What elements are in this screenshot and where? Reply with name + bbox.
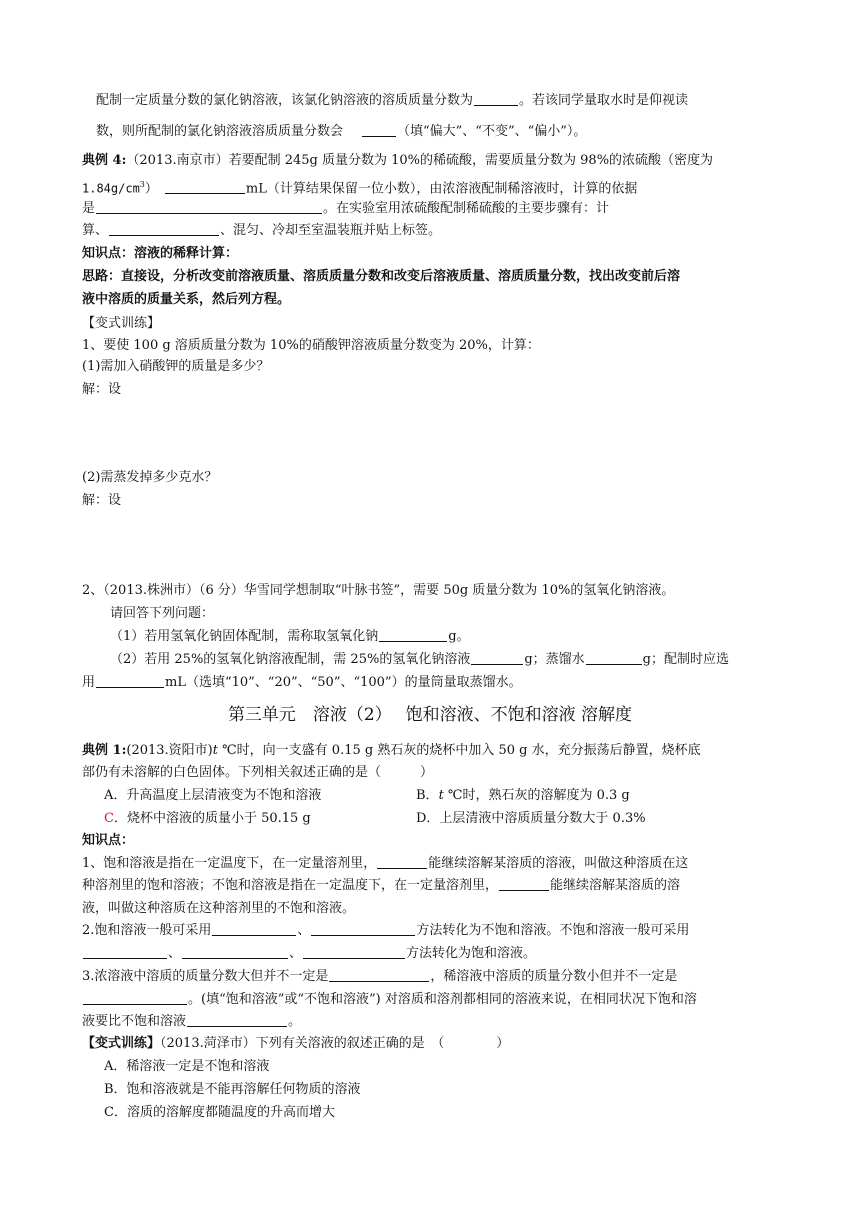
text-line: [82, 222, 441, 240]
text: t: [438, 788, 444, 803]
option-b: B．饱和溶液就是不能再溶解任何物质的溶液: [104, 1082, 361, 1097]
text: 方法转化为不饱和溶液。不饱和溶液一般可采用: [416, 923, 690, 938]
fill-blank: [586, 651, 642, 665]
solution-label: 解：设: [82, 493, 122, 508]
text: 种溶剂里的饱和溶液；不饱和溶液是指在一定温度下，在一定量溶剂里，: [82, 878, 499, 893]
option-c: [104, 810, 311, 828]
option-d: D．上层清液中溶质质量分数大于 0.3%: [416, 811, 646, 826]
text: 方法转化为饱和溶液。: [406, 946, 537, 961]
text: 3.浓溶液中溶质的质量分数大但并不一定是: [82, 969, 329, 984]
fill-blank: [474, 92, 518, 106]
fill-blank: [379, 628, 447, 642]
text: mL（计算结果保留一位小数），由浓溶液配制稀溶液时，计算的依据: [245, 181, 638, 197]
question-2: 2、（2013.株洲市）（6 分）华雪同学想制取“叶脉书签”，需要 50g 质量分数为 10%的氢氧化钠溶液。: [82, 583, 675, 598]
text: 是: [82, 201, 96, 216]
text: 1、饱和溶液是指在一定温度下，在一定量溶剂里，: [82, 856, 377, 871]
superscript: 3: [139, 180, 145, 189]
text: 算、: [82, 223, 109, 238]
example-4-line: [82, 152, 713, 170]
text: （2013.菏泽市）下列有关溶液的叙述正确的是 （ ）: [160, 1036, 510, 1051]
text: (2013.资阳市): [126, 743, 213, 758]
text-line: [82, 1013, 301, 1031]
fill-blank: [182, 945, 288, 959]
text-line: [82, 674, 522, 692]
section-heading: 第三单元 溶液（2） 饱和溶液、不饱和溶液 溶解度: [227, 705, 633, 725]
knowledge-point: 知识点：溶液的稀释计算：: [82, 246, 239, 261]
text: ℃时，熟石灰的溶解度为 0.3 g: [443, 788, 630, 803]
text-line: [82, 922, 689, 940]
training-line: [82, 1035, 509, 1053]
text: （填“偏大”、“不变”、“偏小”）。: [397, 124, 587, 139]
fill-blank: [311, 922, 415, 936]
text-line: [82, 877, 680, 895]
text: 用: [82, 675, 96, 690]
text: ，稀溶液中溶质的质量分数小但并不一定是: [430, 969, 678, 984]
text: mL（选填“10”、“20”、“50”、“100”）的量筒量取蒸馏水。: [165, 675, 522, 690]
text-line: [82, 176, 637, 198]
knowledge-point: 知识点：: [82, 833, 135, 848]
question-1b: (2)需蒸发掉多少克水？: [82, 470, 218, 485]
text-line: [82, 855, 688, 873]
text-line: [110, 628, 470, 646]
fill-blank: [96, 674, 164, 688]
option-b: [416, 787, 630, 805]
text: 。(填“饱和溶液”或“不饱和溶液”) 对溶质和溶剂都相同的溶液来说，在相同状况下饱和溶: [188, 992, 697, 1007]
fill-blank: [499, 877, 549, 891]
fill-blank: [109, 222, 219, 236]
text: ）: [144, 181, 158, 197]
text: （1）若用氢氧化钠固体配制，需称取氢氧化钠: [110, 629, 379, 644]
text-line: [96, 123, 586, 141]
text: 。: [288, 1014, 302, 1029]
text: 数，则所配制的氯化钠溶液溶质质量分数会: [96, 124, 344, 139]
option-a: A．稀溶液一定是不饱和溶液: [104, 1059, 270, 1074]
text-line: [82, 200, 609, 218]
text: g；蒸馏水: [524, 652, 585, 667]
fill-blank: [303, 945, 405, 959]
text-line: [96, 92, 688, 110]
example-1-line: [82, 742, 701, 760]
example-label: 典例 4:: [82, 153, 127, 168]
text-line: 部仍有未溶解的白色固体。下列相关叙述正确的是（ ）: [82, 765, 434, 780]
text: B．: [416, 788, 439, 803]
fill-blank: [212, 922, 296, 936]
fill-blank: [187, 1013, 287, 1027]
text: 、: [289, 946, 303, 961]
fill-blank: [362, 123, 396, 137]
fill-blank: [377, 855, 427, 869]
question-1: 1、要使 100 g 溶质质量分数为 10%的硝酸钾溶液质量分数变为 20%，计算：: [82, 338, 540, 353]
fill-blank: [96, 200, 322, 214]
text: g；配制时应选: [642, 652, 729, 667]
text-line: [82, 945, 536, 963]
question-1a: (1)需加入硝酸钾的质量是多少？: [82, 359, 270, 374]
fill-blank: [165, 180, 245, 194]
text: 、: [297, 923, 311, 938]
text-line: 请回答下列问题：: [110, 606, 215, 621]
text: 液要比不饱和溶液: [82, 1014, 187, 1029]
solution-label: 解：设: [82, 382, 122, 397]
training-label: 【变式训练】: [82, 1036, 161, 1051]
option-letter-highlighted: C: [104, 811, 114, 826]
text: （2013.南京市）若要配制 245g 质量分数为 10%的稀硫酸，需要质量分数为 98%的浓硫酸（密度为: [126, 153, 714, 168]
text: 配制一定质量分数的氯化钠溶液，该氯化钠溶液的溶质质量分数为: [96, 93, 474, 108]
fill-blank: [329, 968, 429, 982]
text: （2）若用 25%的氢氧化钠溶液配制，需 25%的氢氧化钠溶液: [110, 652, 471, 667]
fill-blank: [83, 945, 167, 959]
text: ℃时，向一支盛有 0.15 g 熟石灰的烧杯中加入 50 g 水，充分振荡后静置，烧杯底: [217, 743, 701, 758]
text: 2.饱和溶液一般可采用: [82, 923, 212, 938]
fill-blank: [83, 991, 187, 1005]
example-label: 典例 1:: [82, 743, 127, 758]
text: g。: [448, 629, 470, 644]
text: ．烧杯中溶液的质量小于 50.15 g: [113, 811, 311, 826]
thinking-line: 思路：直接设，分析改变前溶液质量、溶质质量分数和改变后溶液质量、溶质质量分数，找出改变前后溶: [82, 269, 681, 284]
text-line: [110, 651, 729, 669]
thinking-line: 液中溶质的质量关系，然后列方程。: [82, 292, 291, 307]
text-line: 液，叫做这种溶质在这种溶剂里的不饱和溶液。: [82, 901, 356, 916]
text-line: [82, 991, 697, 1009]
option-c: C．溶质的溶解度都随温度的升高而增大: [104, 1105, 335, 1120]
text: 能继续溶解某溶质的溶: [550, 878, 681, 893]
text: t: [212, 743, 218, 758]
text-line: [82, 968, 677, 986]
training-label: 【变式训练】: [82, 316, 161, 331]
text: 、混匀、冷却至室温装瓶并贴上标签。: [220, 223, 442, 238]
text: 能继续溶解某溶质的溶液，叫做这种溶质在这: [428, 856, 689, 871]
text: 1.84g/cm: [82, 181, 140, 196]
text: 。在实验室用浓硫酸配制稀硫酸的主要步骤有：计: [323, 201, 610, 216]
option-a: A．升高温度上层清液变为不饱和溶液: [104, 788, 322, 803]
text: 、: [168, 946, 182, 961]
text: 。若该同学量取水时是仰视读: [519, 93, 689, 108]
fill-blank: [471, 651, 523, 665]
